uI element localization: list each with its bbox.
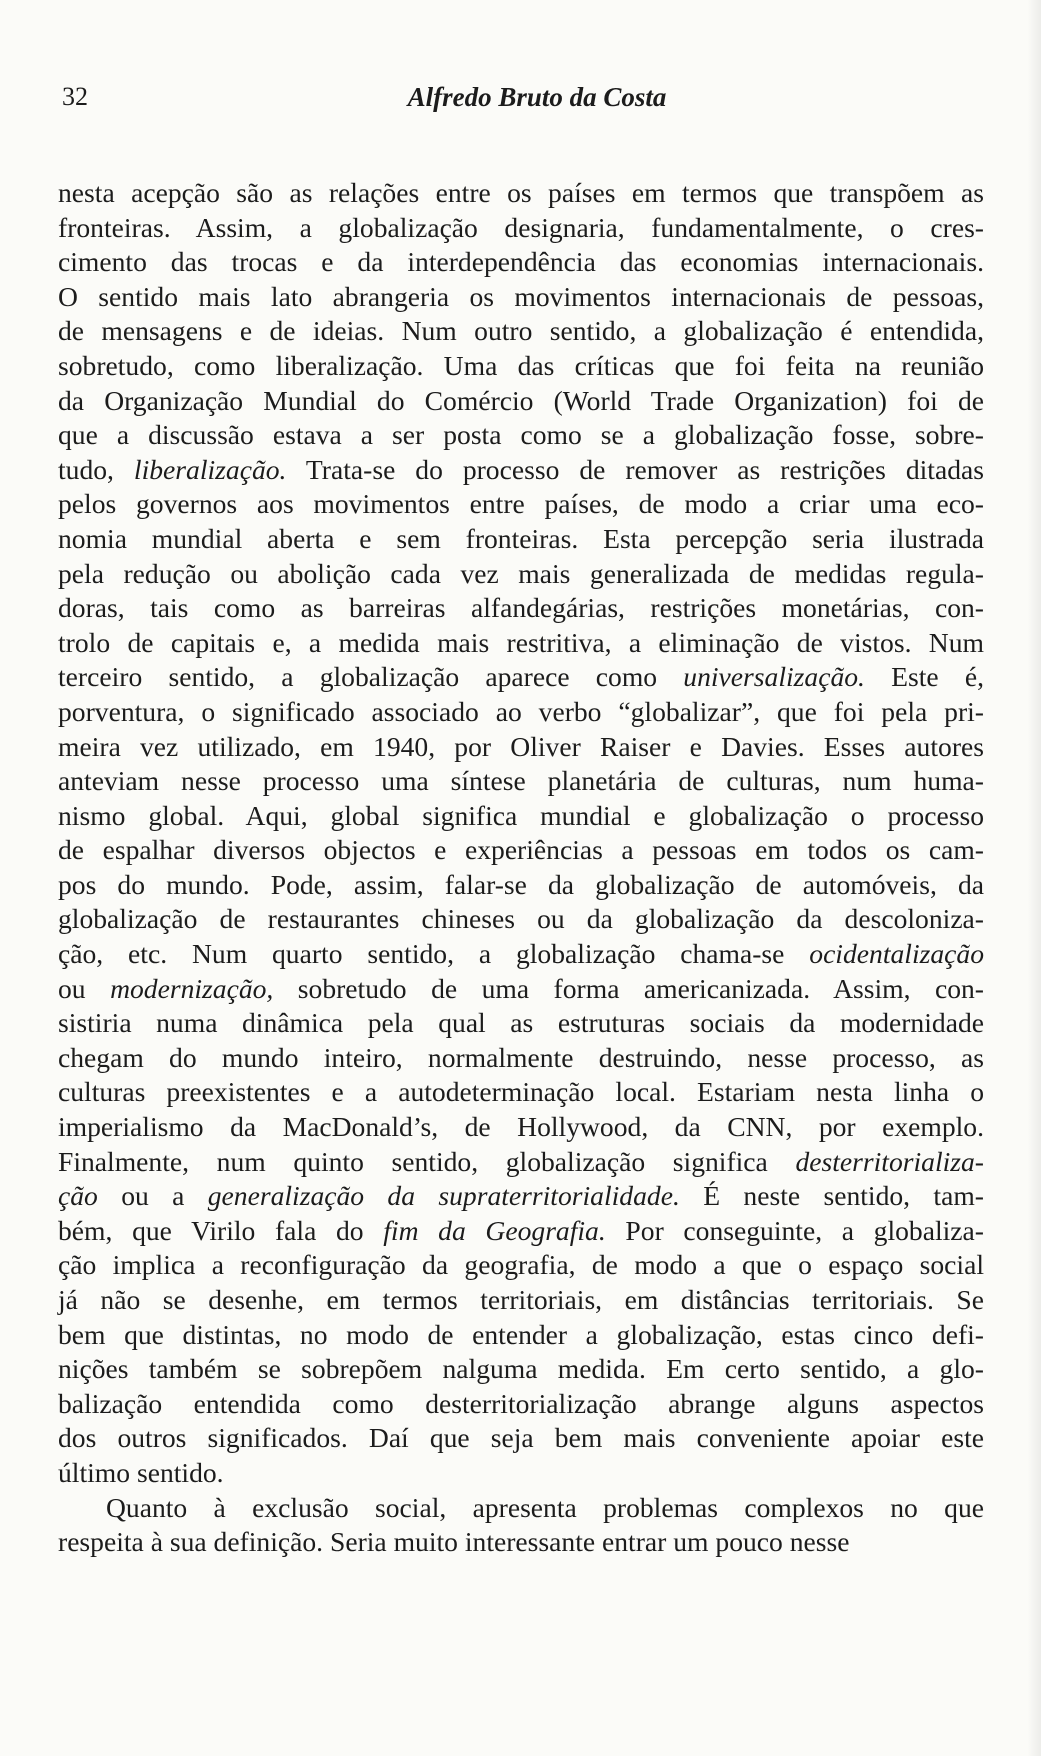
text-run: porventura, o significado associado ao verbo “globalizar”, que foi pela pri-	[58, 695, 984, 727]
text-line	[58, 1248, 984, 1283]
text-run: Quanto à exclusão social, apresenta problemas complexos no que	[106, 1491, 984, 1523]
text-run: nismo global. Aqui, global significa mundial e globalização o processo	[58, 799, 984, 831]
text-line	[58, 1179, 984, 1214]
text-run: Trata-se do processo de remover as restrições ditadas	[286, 453, 985, 485]
text-line	[58, 176, 984, 211]
text-line	[58, 245, 984, 280]
text-run: pos do mundo. Pode, assim, falar-se da globalização de automóveis, da	[58, 868, 984, 900]
italic-text: fim da Geografia.	[383, 1214, 606, 1246]
text-run: ou a	[97, 1180, 208, 1212]
text-run: bem que distintas, no modo de entender a globalização, estas cinco defi-	[58, 1318, 984, 1350]
text-run: sobretudo, como liberalização. Uma das críticas que foi feita na reunião	[58, 349, 984, 381]
text-line	[58, 972, 984, 1007]
text-line	[58, 591, 984, 626]
text-line	[58, 211, 984, 246]
text-run: de espalhar diversos objectos e experiências a pessoas em todos os cam-	[58, 834, 984, 866]
text-run: sistiria numa dinâmica pela qual as estruturas sociais da modernidade	[58, 1007, 984, 1039]
text-line	[58, 1110, 984, 1145]
text-line	[58, 1456, 984, 1491]
text-run: da Organização Mundial do Comércio (World Trade Organization) foi de	[58, 384, 984, 416]
text-run: tudo,	[58, 453, 134, 485]
text-line	[58, 833, 984, 868]
text-run: respeita à sua definição. Seria muito interessante entrar um pouco nesse	[58, 1526, 850, 1558]
text-line	[58, 1421, 984, 1456]
italic-text: liberalização.	[133, 453, 287, 485]
paragraph	[58, 1491, 984, 1560]
text-line	[58, 453, 984, 488]
text-run: balização entendida como desterritorialização abrange alguns aspectos	[58, 1387, 984, 1419]
text-run: Por conseguinte, a globaliza-	[605, 1214, 984, 1246]
text-run: nesta acepção são as relações entre os países em termos que transpõem as	[58, 177, 984, 208]
text-line	[58, 280, 984, 315]
text-run: último sentido.	[58, 1456, 224, 1488]
text-line	[58, 799, 984, 834]
text-run: Este é,	[864, 661, 985, 693]
text-line	[58, 868, 984, 903]
text-line	[58, 1525, 984, 1560]
text-run: ção, etc. Num quarto sentido, a globalização chama-se	[58, 938, 810, 970]
text-line	[58, 695, 984, 730]
text-line	[58, 902, 984, 937]
text-line	[58, 1145, 984, 1180]
text-run: trolo de capitais e, a medida mais restritiva, a eliminação de vistos. Num	[58, 626, 984, 658]
text-run: dos outros significados. Daí que seja bem mais conveniente apoiar este	[58, 1422, 984, 1454]
text-run: culturas preexistentes e a autodeterminação local. Estariam nesta linha o	[58, 1076, 984, 1108]
text-run: É neste sentido, tam-	[679, 1180, 984, 1212]
text-run: meira vez utilizado, em 1940, por Oliver Raiser e Davies. Esses autores	[58, 730, 984, 762]
text-run: fronteiras. Assim, a globalização designaria, fundamentalmente, o cres-	[58, 211, 984, 243]
text-line	[58, 557, 984, 592]
running-head: Alfredo Bruto da Costa	[407, 82, 667, 112]
italic-text: desterritorializa-	[795, 1145, 984, 1177]
text-run: pela redução ou abolição cada vez mais generalizada de medidas regula-	[58, 557, 984, 589]
italic-text: ocidentalização	[809, 938, 984, 970]
text-line	[58, 1214, 984, 1249]
text-run: de mensagens e de ideias. Num outro sentido, a globalização é entendida,	[58, 315, 984, 347]
text-line	[58, 487, 984, 522]
italic-text: generalização da supraterritorialidade.	[207, 1180, 680, 1212]
text-run: bém, que Virilo fala do	[58, 1214, 384, 1246]
italic-text: ção	[58, 1180, 98, 1212]
paragraph	[58, 176, 984, 1491]
text-line	[58, 349, 984, 384]
text-line	[58, 522, 984, 557]
text-run: nomia mundial aberta e sem fronteiras. Esta percepção seria ilustrada	[58, 522, 984, 554]
text-line	[58, 418, 984, 453]
text-run: terceiro sentido, a globalização aparece como	[58, 661, 684, 693]
text-line	[58, 1006, 984, 1041]
text-line	[58, 730, 984, 765]
text-line	[58, 384, 984, 419]
text-line	[58, 764, 984, 799]
text-line	[58, 1075, 984, 1110]
text-line	[58, 1387, 984, 1422]
italic-text: modernização,	[110, 972, 274, 1004]
text-run: pelos governos aos movimentos entre países, de modo a criar uma eco-	[58, 488, 984, 520]
body-text	[58, 176, 984, 1560]
text-run: globalização de restaurantes chineses ou da globalização da descoloniza-	[58, 903, 984, 935]
page-header	[62, 82, 982, 122]
text-line	[58, 1318, 984, 1353]
text-line	[58, 1041, 984, 1076]
text-run: ção implica a reconfiguração da geografia, de modo a que o espaço social	[58, 1249, 984, 1281]
page-edge-shadow	[1027, 0, 1041, 1756]
text-run: doras, tais como as barreiras alfandegárias, restrições monetárias, con-	[58, 592, 984, 624]
text-run: já não se desenhe, em termos territoriais, em distâncias territoriais. Se	[58, 1284, 984, 1315]
text-line	[58, 1352, 984, 1387]
text-line	[58, 1491, 984, 1526]
text-line	[58, 1283, 984, 1318]
italic-text: universalização.	[683, 661, 865, 693]
text-run: sobretudo de uma forma americanizada. Assim, con-	[273, 972, 984, 1004]
text-run: Finalmente, num quinto sentido, globalização significa	[58, 1145, 796, 1177]
text-run: cimento das trocas e da interdependência das economias internacionais.	[58, 246, 984, 278]
text-run: que a discussão estava a ser posta como se a globalização fosse, sobre-	[58, 419, 984, 451]
text-run: ou	[58, 972, 111, 1004]
text-line	[58, 314, 984, 349]
text-run: anteviam nesse processo uma síntese planetária de culturas, num huma-	[58, 765, 984, 797]
text-run: chegam do mundo inteiro, normalmente destruindo, nesse processo, as	[58, 1041, 984, 1073]
text-run: imperialismo da MacDonald’s, de Hollywood, da CNN, por exemplo.	[58, 1111, 984, 1143]
text-run: O sentido mais lato abrangeria os movimentos internacionais de pessoas,	[58, 280, 984, 312]
text-line	[58, 626, 984, 661]
text-line	[58, 937, 984, 972]
page-number: 32	[62, 82, 88, 111]
text-run: nições também se sobrepõem nalguma medida. Em certo sentido, a glo-	[58, 1353, 984, 1385]
text-line	[58, 660, 984, 695]
